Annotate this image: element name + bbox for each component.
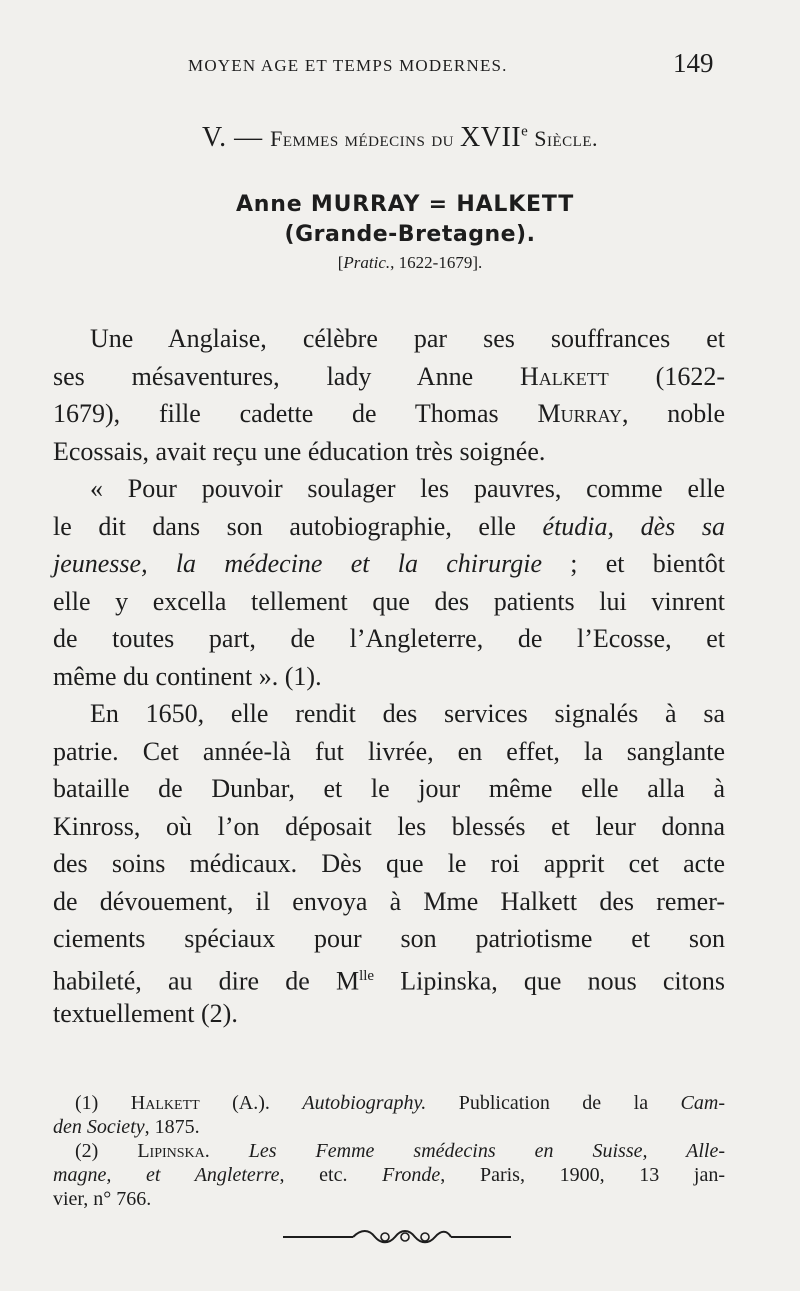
text-line: de dévouement, il envoya à Mme Halkett des remer- xyxy=(53,886,725,916)
text-line: textuellement (2). xyxy=(53,999,238,1028)
footnote-1-cont: den Society, 1875. xyxy=(53,1116,200,1138)
footnote-2: (2) Lipinska. Les Femme smédecins en Suisse, Alle- xyxy=(75,1140,725,1162)
text-line: Ecossais, avait reçu une éducation très soignée. xyxy=(53,436,546,466)
text-line: 1679), fille cadette de Thomas Murray, noble xyxy=(53,399,725,428)
page-number: 149 xyxy=(673,48,714,78)
text-line: elle y excella tellement que des patients lui vinrent xyxy=(53,586,725,616)
person-meta-dates: , 1622-1679]. xyxy=(390,253,483,272)
footnotes xyxy=(53,1091,725,1211)
section-century: XVII xyxy=(460,122,522,153)
text-line: des soins médicaux. Dès que le roi apprit cet acte xyxy=(53,849,725,878)
text-line: Kinross, où l’on déposait les blessés et leur donna xyxy=(53,811,725,841)
text-line: le dit dans son autobiographie, elle étudia, dès sa xyxy=(53,511,726,541)
person-meta: [Pratic., 1622-1679]. xyxy=(337,253,483,272)
person-heading xyxy=(0,192,800,273)
text-line: patrie. Cet année-là fut livrée, en effet, la sanglante xyxy=(53,736,725,766)
text-line: de toutes part, de l’Angleterre, de l’Ecosse, et xyxy=(53,624,725,653)
text-line: ciements spéciaux pour son patriotisme et son xyxy=(53,924,725,953)
section-number: V. — xyxy=(201,122,271,153)
text-line: jeunesse, la médecine et la chirurgie ; et bientôt xyxy=(53,549,725,578)
section-century-sup: e xyxy=(521,123,529,140)
text-line: ses mésaventures, lady Anne Halkett (1622- xyxy=(53,361,725,391)
section-heading xyxy=(0,122,800,154)
text-line: bataille de Dunbar, et le jour même elle alla à xyxy=(53,774,725,803)
text-line: « Pour pouvoir soulager les pauvres, comme elle xyxy=(90,474,725,503)
person-country: (Grande-Bretagne). xyxy=(284,222,536,247)
text-line: habileté, au dire de $M^{lle}$ Lipinska, que nous citons xyxy=(53,966,725,996)
section-title-text: Femmes médecins du xyxy=(270,126,461,151)
text-line: Une Anglaise, célèbre par ses souffrances et xyxy=(90,324,725,353)
person-name: Anne MURRAY = HALKETT xyxy=(235,192,575,217)
person-meta-label: Pratic. xyxy=(343,253,391,272)
running-title: MOYEN AGE ET TEMPS MODERNES. xyxy=(188,56,508,75)
text-line: même du continent ». (1). xyxy=(53,661,322,691)
page-header xyxy=(0,46,800,86)
footnote-2-end: vier, n° 766. xyxy=(53,1188,152,1210)
footnote-2-cont: magne, et Angleterre, etc. Fronde, Paris, 1900, 13 jan- xyxy=(53,1164,726,1186)
text-line: En 1650, elle rendit des services signalés à sa xyxy=(90,699,725,728)
footnote-1: (1) Halkett (A.). Autobiography. Publication de la Cam- xyxy=(75,1092,725,1114)
decorative-flourish-icon xyxy=(283,1226,511,1246)
section-title-end: Siècle. xyxy=(528,126,599,151)
body-text xyxy=(53,320,725,1033)
